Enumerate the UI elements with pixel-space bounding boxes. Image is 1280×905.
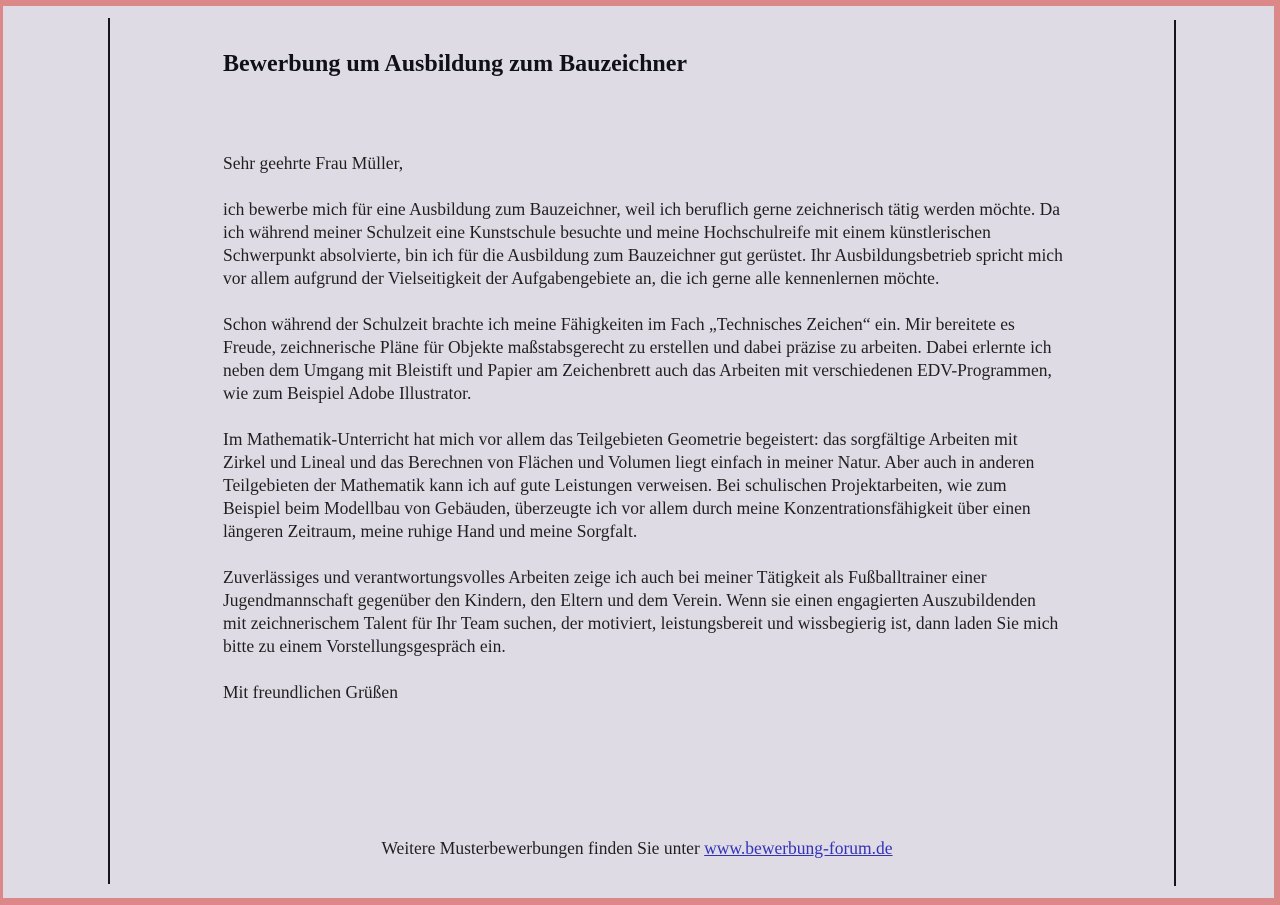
letter-closing: Mit freundlichen Grüßen <box>223 682 398 702</box>
letter-paragraph: Zuverlässiges und verantwortungsvolles Arbeiten zeige ich auch bei meiner Tätigkeit als Fußballtrainer einer Jugendmannschaft gegenüber den Kindern, den Eltern und dem Verein. Wenn sie einen engagierten Auszubildenden mit zeichnerischem Talent für Ihr Team suchen, der motiviert, leistungsbereit und wissbegierig ist, dann laden Sie mich bitte zu einem Vorstellungsgespräch ein. <box>223 567 1059 656</box>
letter-body <box>223 50 1063 704</box>
letter-paper <box>3 6 1274 898</box>
letter-paragraph: Im Mathematik-Unterricht hat mich vor allem das Teilgebieten Geometrie begeistert: das sorgfältige Arbeiten mit Zirkel und Lineal und das Berechnen von Flächen und Volumen liegt einfach in meiner Natur. Aber auch in anderen Teilgebieten der Mathematik kann ich auf gute Leistungen verweisen. Bei schulischen Projektarbeiten, wie zum Beispiel beim Modellbau von Gebäuden, überzeugte ich vor allem durch meine Konzentrationsfähigkeit über einen längeren Zeitraum, meine ruhige Hand und meine Sorgfalt. <box>223 429 1035 541</box>
footer-text: Weitere Musterbewerbungen finden Sie unter <box>381 838 705 858</box>
footer-note <box>108 837 1166 860</box>
letter-paragraph: ich bewerbe mich für eine Ausbildung zum Bauzeichner, weil ich beruflich gerne zeichnerisch tätig werden möchte. Da ich während meiner Schulzeit eine Kunstschule besuchte und meine Hochschulreife mit einem künstlerischen Schwerpunkt absolvierte, bin ich für die Ausbildung zum Bauzeichner gut gerüstet. Ihr Ausbildungsbetrieb spricht mich vor allem aufgrund der Vielseitigkeit der Aufgabengebiete an, die ich gerne alle kennenlernen möchte. <box>223 199 1063 288</box>
letter-title: Bewerbung um Ausbildung zum Bauzeichner <box>223 51 688 77</box>
left-rule <box>108 18 110 884</box>
salutation: Sehr geehrte Frau Müller, <box>223 153 404 173</box>
right-rule <box>1174 20 1176 886</box>
letter-paragraph: Schon während der Schulzeit brachte ich meine Fähigkeiten im Fach „Technisches Zeichen“ ein. Mir bereitete es Freude, zeichnerische Pläne für Objekte maßstabsgerecht zu erstellen und dabei präzise zu arbeiten. Dabei erlernte ich neben dem Umgang mit Bleistift und Papier am Zeichenbrett auch das Arbeiten mit verschiedenen EDV-Programmen, wie zum Beispiel Adobe Illustrator. <box>223 314 1052 403</box>
footer-link[interactable]: www.bewerbung-forum.de <box>704 838 893 858</box>
